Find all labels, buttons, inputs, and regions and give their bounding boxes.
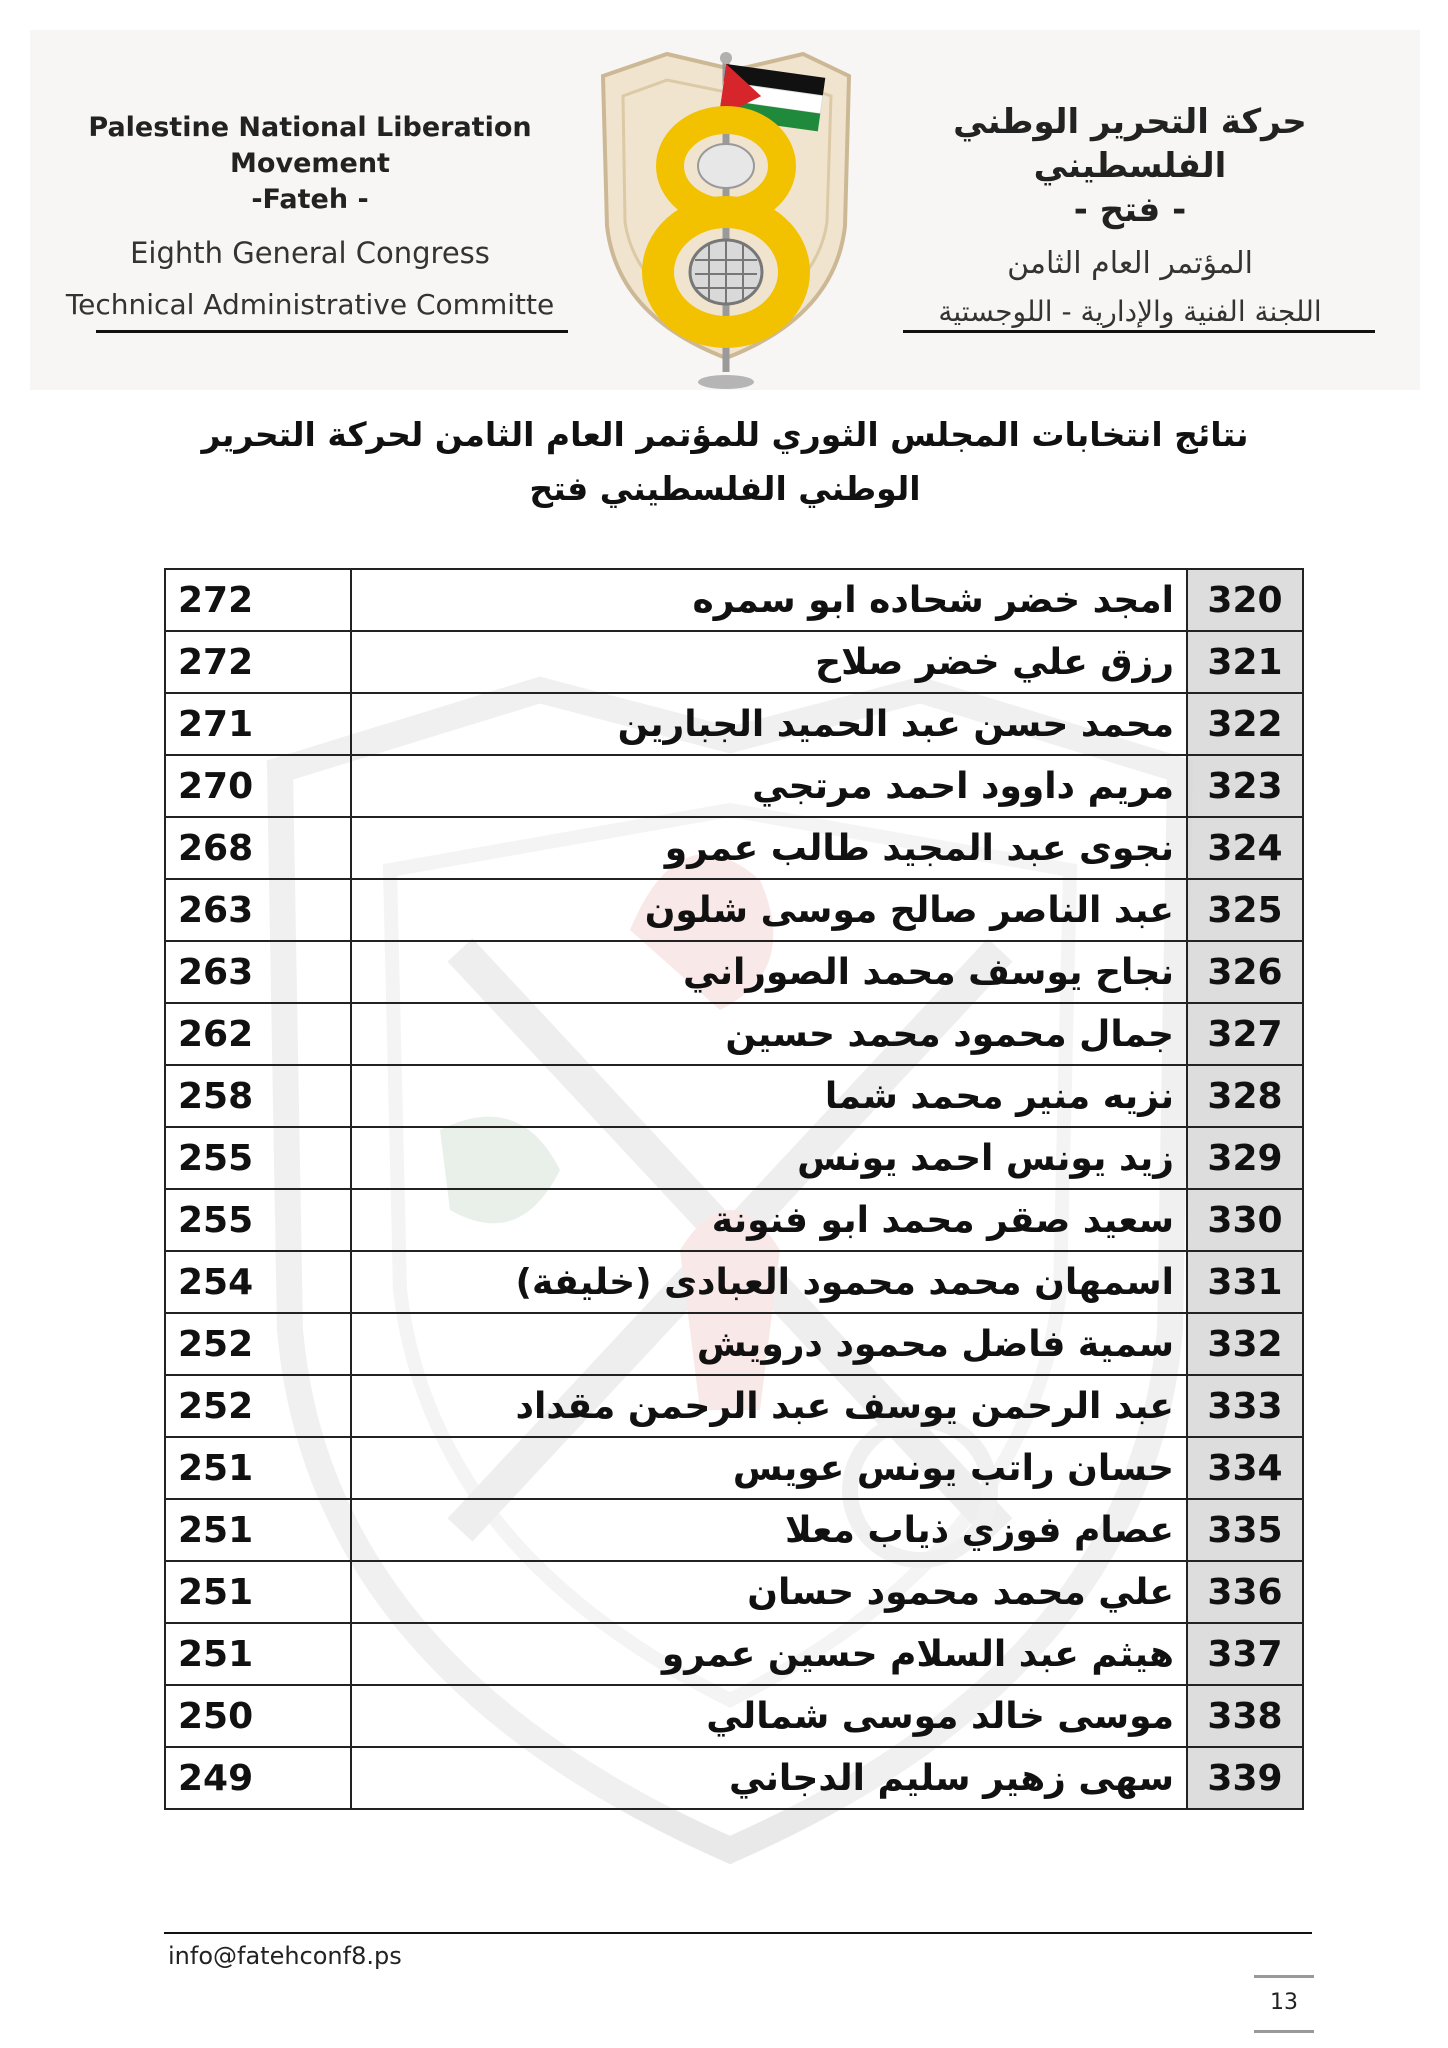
page-number-box (1254, 1975, 1314, 2033)
votes-cell: 255 (165, 1189, 351, 1251)
rank-cell: 339 (1187, 1747, 1303, 1809)
table-row (165, 1561, 1303, 1623)
table-row (165, 1065, 1303, 1127)
candidate-name-cell: نجوى عبد المجيد طالب عمرو (351, 817, 1187, 879)
english-committee-name: Technical Administrative Committe (65, 288, 555, 321)
table-row (165, 1375, 1303, 1437)
votes-cell: 249 (165, 1747, 351, 1809)
rank-cell: 328 (1187, 1065, 1303, 1127)
rank-cell: 321 (1187, 631, 1303, 693)
header-rule-right (903, 330, 1375, 333)
rank-cell: 336 (1187, 1561, 1303, 1623)
table-row (165, 631, 1303, 693)
footer-rule (164, 1932, 1312, 1934)
rank-cell: 338 (1187, 1685, 1303, 1747)
table-row (165, 755, 1303, 817)
rank-cell: 324 (1187, 817, 1303, 879)
fateh-eighth-congress-emblem-icon (595, 36, 857, 396)
candidate-name-cell: زيد يونس احمد يونس (351, 1127, 1187, 1189)
candidate-name-cell: عبد الرحمن يوسف عبد الرحمن مقداد (351, 1375, 1187, 1437)
votes-cell: 252 (165, 1375, 351, 1437)
table-row (165, 1313, 1303, 1375)
english-letterhead (40, 110, 580, 321)
table-row (165, 1499, 1303, 1561)
table-row (165, 1437, 1303, 1499)
votes-cell: 262 (165, 1003, 351, 1065)
arabic-org-line1: حركة التحرير الوطني الفلسطيني (953, 102, 1307, 186)
table-row (165, 693, 1303, 755)
votes-cell: 250 (165, 1685, 351, 1747)
arabic-org-line2: - فتح - (1073, 190, 1187, 230)
table-row (165, 1623, 1303, 1685)
candidate-name-cell: محمد حسن عبد الحميد الجبارين (351, 693, 1187, 755)
rank-cell: 334 (1187, 1437, 1303, 1499)
votes-cell: 272 (165, 631, 351, 693)
rank-cell: 327 (1187, 1003, 1303, 1065)
arabic-letterhead (900, 100, 1360, 328)
candidate-name-cell: جمال محمود محمد حسين (351, 1003, 1187, 1065)
table-row (165, 1127, 1303, 1189)
votes-cell: 251 (165, 1561, 351, 1623)
document-title: نتائج انتخابات المجلس الثوري للمؤتمر العام الثامن لحركة التحرير الوطني الفلسطيني فتح (201, 415, 1249, 508)
table-row (165, 1003, 1303, 1065)
candidate-name-cell: موسى خالد موسى شمالي (351, 1685, 1187, 1747)
english-org-name (40, 110, 580, 218)
votes-cell: 251 (165, 1437, 351, 1499)
candidate-name-cell: نجاح يوسف محمد الصوراني (351, 941, 1187, 1003)
arabic-committee-name: اللجنة الفنية والإدارية - اللوجستية (938, 295, 1322, 328)
candidate-name-cell: سهى زهير سليم الدجاني (351, 1747, 1187, 1809)
votes-cell: 268 (165, 817, 351, 879)
candidate-name-cell: نزيه منير محمد شما (351, 1065, 1187, 1127)
votes-cell: 272 (165, 569, 351, 631)
rank-cell: 325 (1187, 879, 1303, 941)
rank-cell: 322 (1187, 693, 1303, 755)
votes-cell: 254 (165, 1251, 351, 1313)
candidate-name-cell: مريم داوود احمد مرتجي (351, 755, 1187, 817)
votes-cell: 270 (165, 755, 351, 817)
candidate-name-cell: سعيد صقر محمد ابو فنونة (351, 1189, 1187, 1251)
rank-cell: 332 (1187, 1313, 1303, 1375)
candidate-name-cell: عصام فوزي ذياب معلا (351, 1499, 1187, 1561)
votes-cell: 258 (165, 1065, 351, 1127)
rank-cell: 337 (1187, 1623, 1303, 1685)
votes-cell: 252 (165, 1313, 351, 1375)
candidate-name-cell: امجد خضر شحاده ابو سمره (351, 569, 1187, 631)
table-row (165, 1251, 1303, 1313)
page-number: 13 (1270, 1990, 1298, 2015)
rank-cell: 335 (1187, 1499, 1303, 1561)
candidate-name-cell: اسمهان محمد محمود العبادى (خليفة) (351, 1251, 1187, 1313)
table-row (165, 1189, 1303, 1251)
table-row (165, 817, 1303, 879)
votes-cell: 263 (165, 941, 351, 1003)
english-congress-name: Eighth General Congress (130, 236, 490, 270)
rank-cell: 326 (1187, 941, 1303, 1003)
votes-cell: 251 (165, 1499, 351, 1561)
table-row (165, 1747, 1303, 1809)
candidate-name-cell: علي محمد محمود حسان (351, 1561, 1187, 1623)
rank-cell: 320 (1187, 569, 1303, 631)
votes-cell: 271 (165, 693, 351, 755)
candidate-name-cell: رزق علي خضر صلاح (351, 631, 1187, 693)
candidate-name-cell: سمية فاضل محمود درويش (351, 1313, 1187, 1375)
header-rule-left (96, 330, 568, 333)
rank-cell: 330 (1187, 1189, 1303, 1251)
table-row (165, 941, 1303, 1003)
rank-cell: 333 (1187, 1375, 1303, 1437)
english-org-line1: Palestine National Liberation Movement (88, 112, 532, 179)
arabic-org-name (900, 100, 1360, 232)
footer-email: info@fatehconf8.ps (168, 1942, 402, 1970)
candidate-name-cell: هيثم عبد السلام حسين عمرو (351, 1623, 1187, 1685)
arabic-congress-name: المؤتمر العام الثامن (1007, 246, 1253, 281)
rank-cell: 329 (1187, 1127, 1303, 1189)
table-row (165, 569, 1303, 631)
table-row (165, 879, 1303, 941)
votes-cell: 255 (165, 1127, 351, 1189)
votes-cell: 263 (165, 879, 351, 941)
results-table (164, 568, 1304, 1810)
votes-cell: 251 (165, 1623, 351, 1685)
table-row (165, 1685, 1303, 1747)
candidate-name-cell: حسان راتب يونس عويس (351, 1437, 1187, 1499)
candidate-name-cell: عبد الناصر صالح موسى شلون (351, 879, 1187, 941)
rank-cell: 323 (1187, 755, 1303, 817)
english-org-line2: -Fateh - (251, 184, 369, 215)
rank-cell: 331 (1187, 1251, 1303, 1313)
